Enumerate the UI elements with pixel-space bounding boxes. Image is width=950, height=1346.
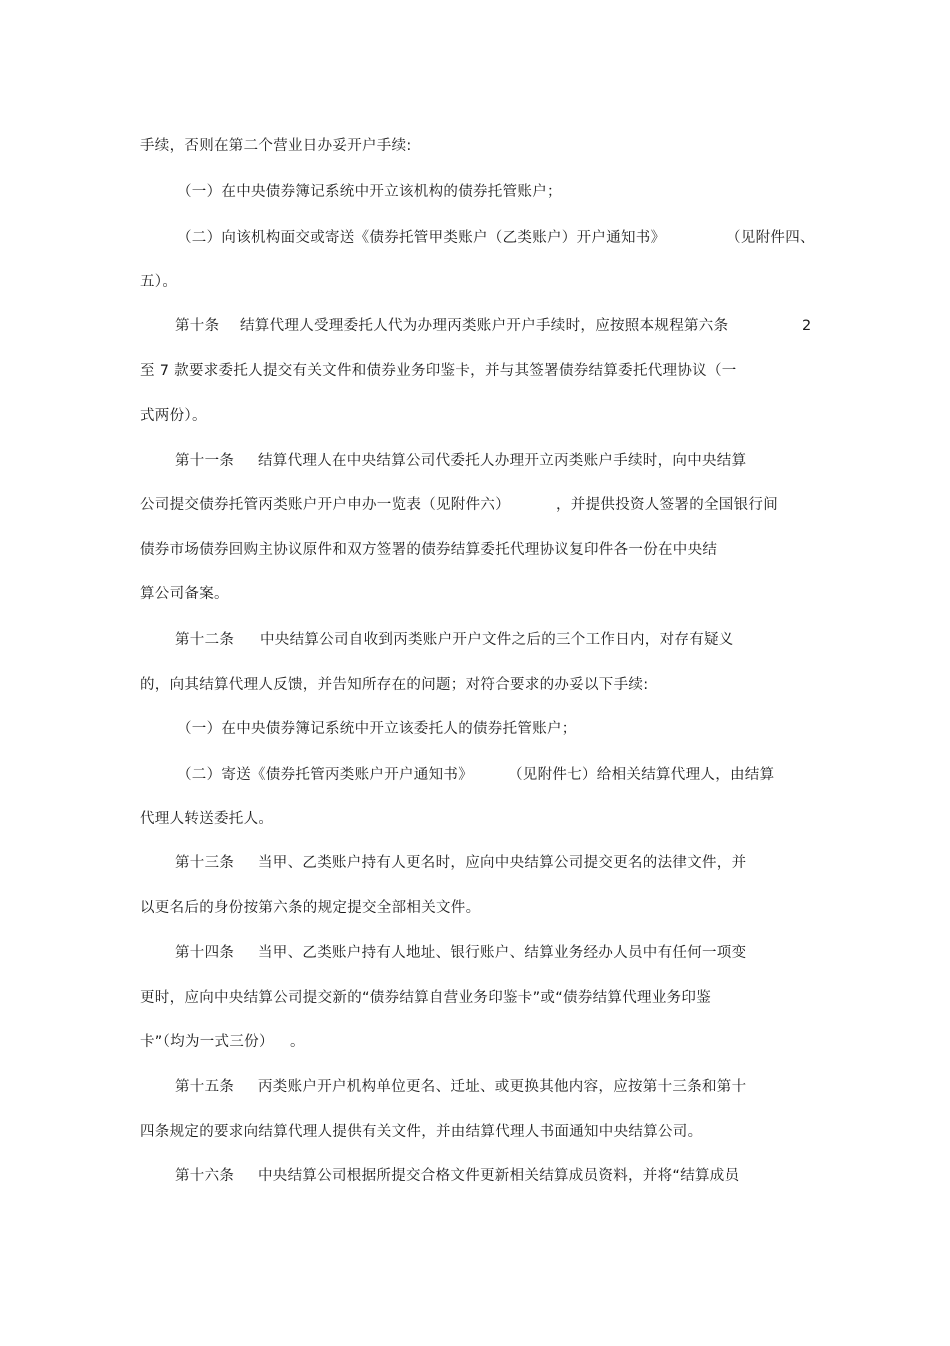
text-line: 债券市场债券回购主协议原件和双方签署的债券结算委托代理协议复印件各一份在中央结 [140, 542, 718, 558]
article-number: 第十二条 [175, 632, 235, 648]
text-line: 公司提交债券托管丙类账户开户申办一览表（见附件六） [140, 497, 510, 513]
text-line: ，并提供投资人签署的全国银行间 [556, 497, 778, 513]
article-number: 第十三条 [175, 855, 235, 871]
text-line: 中央结算公司自收到丙类账户开户文件之后的三个工作日内，对存有疑义 [260, 632, 734, 648]
text-line: 更时，应向中央结算公司提交新的“债券结算自营业务印鉴卡”或“债券结算代理业务印鉴 [140, 990, 712, 1006]
text-line: 五）。 [140, 274, 178, 290]
article-number: 第十四条 [175, 945, 235, 961]
text-line: 结算代理人在中央结算公司代委托人办理开立丙类账户手续时，向中央结算 [258, 453, 747, 469]
text-line: 至 7 款要求委托人提交有关文件和债券业务印鉴卡，并与其签署债券结算委托代理协议（一 [140, 363, 737, 379]
text-line: （二）向该机构面交或寄送《债券托管甲类账户（乙类账户）开户通知书》 [177, 230, 666, 246]
text-line: （二）寄送《债券托管丙类账户开户通知书》 [177, 767, 473, 783]
text-line: （见附件四、 [726, 230, 815, 246]
text-line: （见附件七）给相关结算代理人，由结算 [508, 767, 775, 783]
text-line: 四条规定的要求向结算代理人提供有关文件，并由结算代理人书面通知中央结算公司。 [140, 1124, 703, 1140]
text-line: 的，向其结算代理人反馈，并告知所存在的问题；对符合要求的办妥以下手续: [140, 677, 649, 693]
article-number: 第十五条 [175, 1079, 235, 1095]
text-line: 当甲、乙类账户持有人地址、银行账户、结算业务经办人员中有任何一项变 [258, 945, 747, 961]
text-line: 式两份）。 [140, 408, 207, 424]
text-line: 卡”（均为一式三份） [140, 1034, 274, 1050]
text-line: 手续，否则在第二个营业日办妥开户手续: [140, 138, 412, 154]
article-number: 第十六条 [175, 1168, 235, 1184]
text-line: 以更名后的身份按第六条的规定提交全部相关文件。 [140, 900, 481, 916]
text-line: 当甲、乙类账户持有人更名时，应向中央结算公司提交更名的法律文件，并 [258, 855, 747, 871]
text-line: （一）在中央债券簿记系统中开立该委托人的债券托管账户； [177, 721, 577, 737]
text-line: 丙类账户开户机构单位更名、迁址、或更换其他内容，应按第十三条和第十 [258, 1079, 747, 1095]
text-line: 。 [290, 1034, 305, 1050]
text-line: （一）在中央债券簿记系统中开立该机构的债券托管账户； [177, 184, 562, 200]
text-line: 中央结算公司根据所提交合格文件更新相关结算成员资料，并将“结算成员 [258, 1168, 740, 1184]
text-line: 代理人转送委托人。 [140, 811, 274, 827]
text-line: 结算代理人受理委托人代为办理丙类账户开户手续时，应按照本规程第六条 [240, 318, 729, 334]
article-number: 第十一条 [175, 453, 235, 469]
text-line: 算公司备案。 [140, 586, 229, 602]
article-number: 第十条 [175, 318, 220, 334]
text-line: 2 [802, 318, 812, 334]
